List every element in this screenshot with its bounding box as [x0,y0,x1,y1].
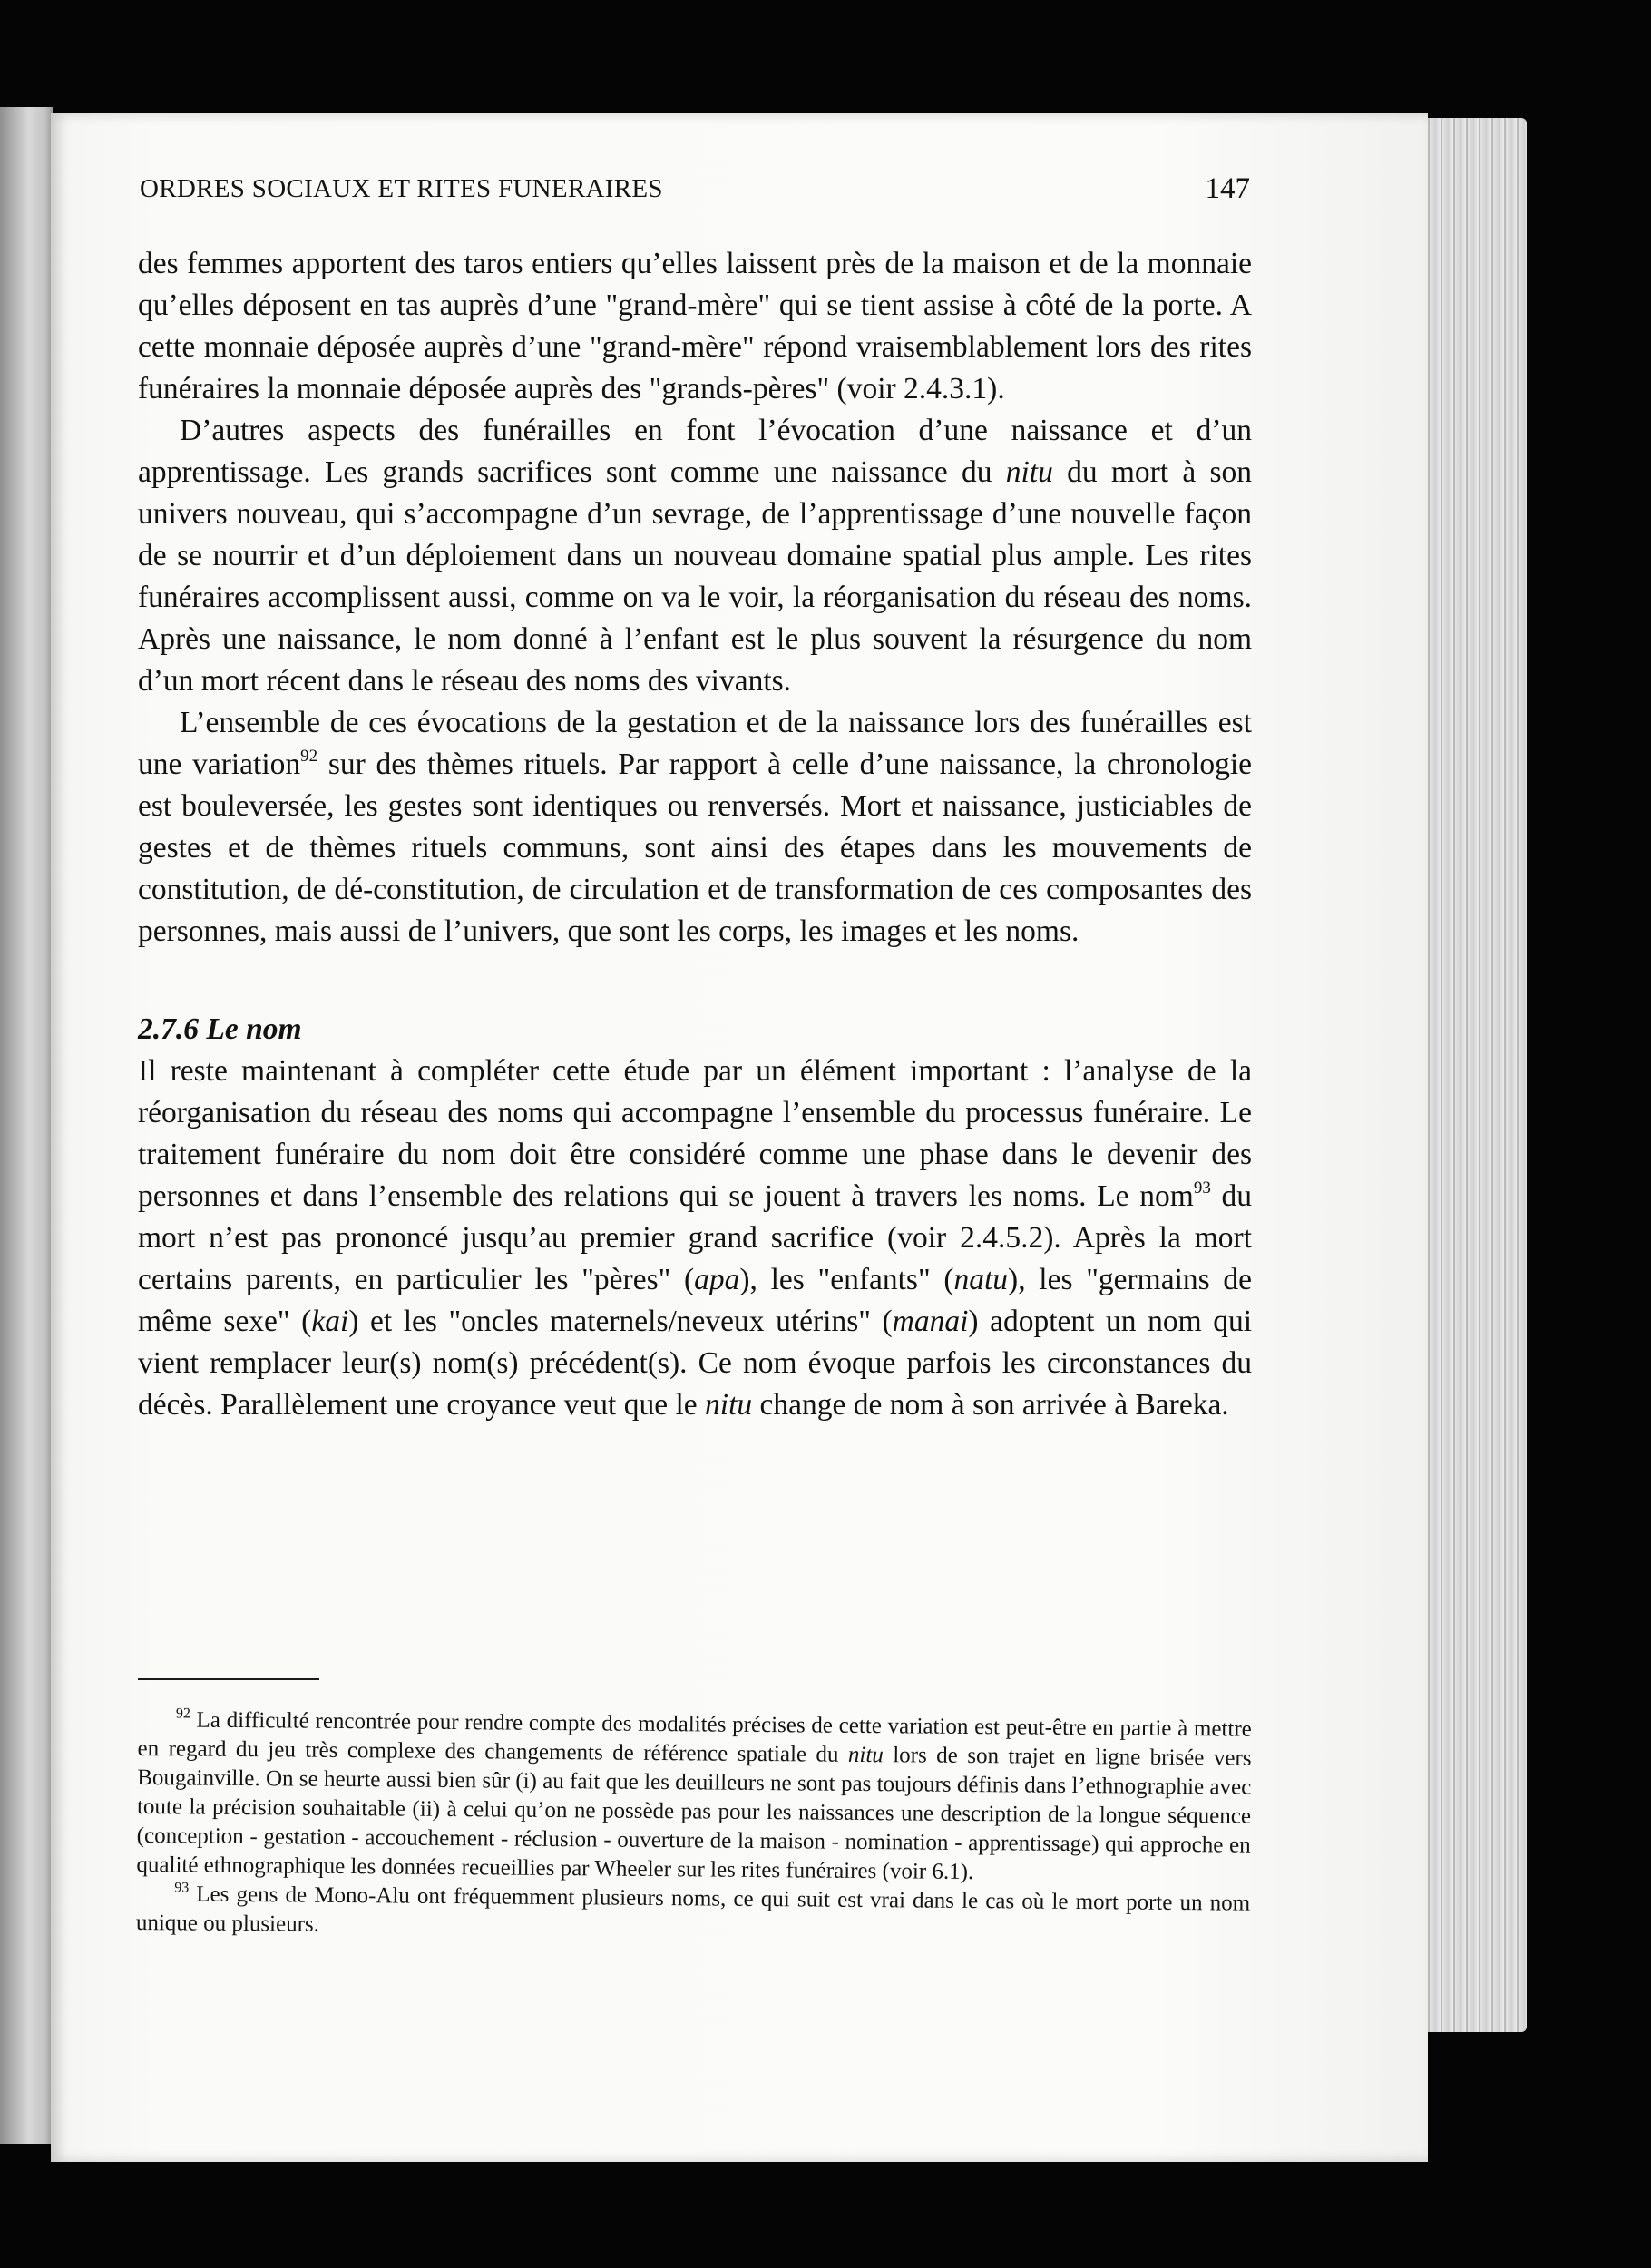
paragraph-text: du mort n’est pas prononcé jusqu’au premier grand sacrifice (voir 2.4.5.2). Après la mort certains parents, en particulier les "pères" ( [138,1179,1253,1296]
paragraph-text: L’ensemble de ces évocations de la gestation et de la naissance lors des funérailles est une variation [138,706,1252,781]
italic-term: nitu [847,1742,884,1768]
italic-term: nitu [1005,455,1053,489]
footnote-text: lors de son trajet en ligne brisée vers Bougainville. On se heurte aussi bien sûr (i) au fait que les deuilleurs ne sont pas toujours définis dans l’ethnographie avec toute la précision souhaitable (ii) à celui qu’on ne possède pas pour les naissances une description de la longue séquence (conception - gestation - accouchement - réclusion - ouverture de la maison - nomination - apprentissage) qui approche en qualité ethnographique les données recueillies par Wheeler sur les rites funéraires (voir 6.1). [136,1743,1252,1885]
paragraph-2 [138,410,1252,702]
footnote-number: 92 [175,1706,190,1722]
italic-term: nitu [705,1388,753,1422]
body-text [138,243,1252,1426]
page-header [140,166,1250,211]
paragraph-text: ) et les "oncles maternels/neveux utérins" ( [348,1305,893,1338]
page-stack-edges [1411,118,1527,2032]
paragraph-text: des femmes apportent des taros entiers qu’elles laissent près de la maison et de la monnaie qu’elles déposent en tas auprès d’une "grand-mère" qui se tient assise à côté de la porte. A cette monnaie déposée auprès d’une "grand-mère" répond vraisemblablement lors des rites funéraires la monnaie déposée auprès des "grands-pères" (voir 2.4.3.1). [138,247,1252,406]
footnotes [136,1706,1252,1948]
italic-term: natu [953,1263,1009,1296]
paragraph-text: du mort à son univers nouveau, qui s’accompagne d’un sevrage, de l’apprentissage d’une nouvelle façon de se nourrir et d’un déploiement dans un nouveau domaine spatial plus ample. Les rites funéraires accomplissent aussi, comme on va le voir, la réorganisation du réseau des noms. Après une naissance, le nom donné à l’enfant est le plus souvent la résurgence du nom d’un mort récent dans le réseau des noms des vivants. [138,455,1252,698]
paragraph-1 [138,243,1252,410]
paragraph-4 [138,1051,1252,1426]
footnote-ref-93: 93 [1193,1178,1211,1198]
footnote-text: Les gens de Mono-Alu ont fréquemment plusieurs noms, ce qui suit est vrai dans le cas où le mort porte un nom unique ou plusieurs. [135,1882,1251,1937]
paragraph-text: Il reste maintenant à compléter cette étude par un élément important : l’analyse de la réorganisation du réseau des noms qui accompagne l’ensemble du processus funéraire. Le traitement funéraire du nom doit être considéré comme une phase dans le devenir des personnes et dans l’ensemble des relations qui se jouent à travers les noms. Le nom [138,1054,1252,1213]
paragraph-text: ) adoptent un nom qui vient remplacer leur(s) nom(s) précédent(s). Ce nom évoque parfois les circonstances du décès. Parallèlement une croyance veut que le [138,1305,1253,1422]
running-head: ORDRES SOCIAUX ET RITES FUNERAIRES [140,173,663,203]
paragraph-text: D’autres aspects des funérailles en font l’évocation d’une naissance et d’un apprentissage. Les grands sacrifices sont comme une naissance du [138,414,1252,489]
footnote-92 [136,1706,1252,1890]
footnote-text: La difficulté rencontrée pour rendre compte des modalités précises de cette variation est peut-être en partie à mettre en regard du jeu très complexe des changements de référence spatiale du [137,1707,1252,1767]
paragraph-text: sur des thèmes rituels. Par rapport à celle d’une naissance, la chronologie est bouleversée, les gestes sont identiques ou renversés. Mort et naissance, justiciables de gestes et de thèmes rituels communs, sont ainsi des étapes dans les mouvements de constitution, de dé-constitution, de circulation et de transformation de ces composantes des personnes, mais aussi de l’univers, que sont les corps, les images et les noms. [138,748,1252,948]
footnote-number: 93 [174,1880,190,1896]
footnote-rule [138,1678,319,1680]
paragraph-text: ), les "germains de même sexe" ( [138,1263,1252,1338]
paragraph-3 [138,702,1252,953]
section-title: 2.7.6 Le nom [138,1012,302,1046]
page-number: 147 [1205,171,1250,205]
footnote-93 [136,1880,1251,1948]
italic-term: kai [311,1305,349,1338]
facing-page-edge [0,107,53,2144]
italic-term: manai [892,1305,969,1338]
paragraph-text: change de nom à son arrivée à Bareka. [752,1388,1229,1422]
paragraph-text: ), les "enfants" ( [739,1263,954,1296]
footnote-ref-92: 92 [300,747,318,766]
italic-term: apa [694,1263,740,1296]
